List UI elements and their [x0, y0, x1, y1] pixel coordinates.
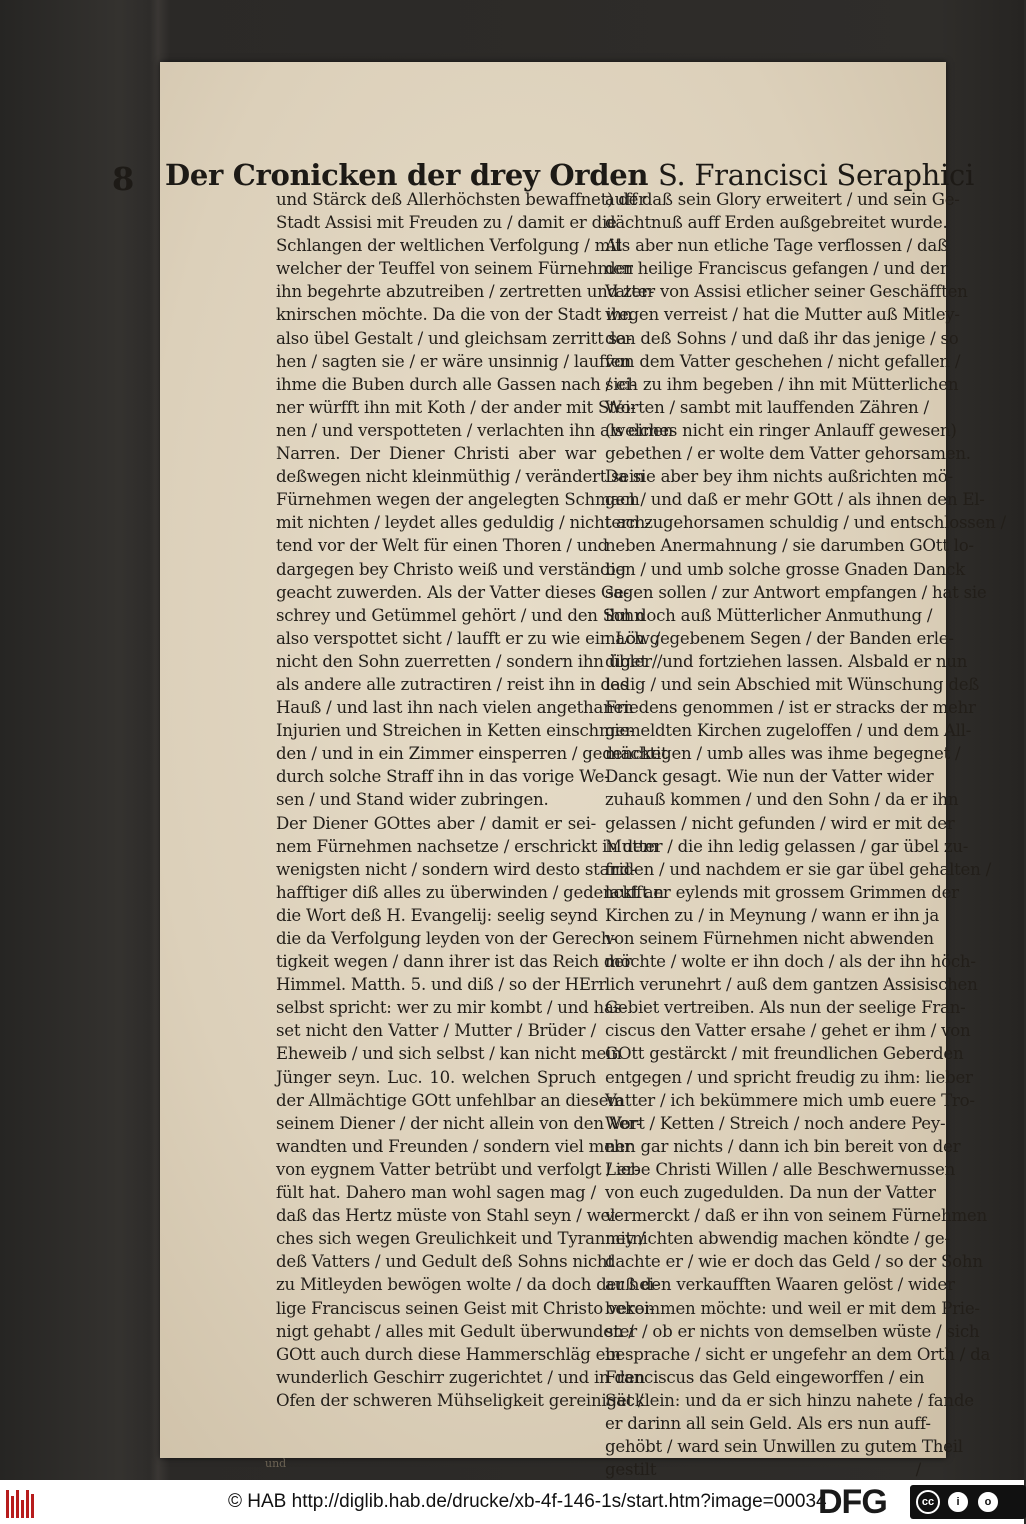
text-line: Vatter / ich bekümmere mich umb euere Tro-: [605, 1090, 975, 1110]
text-line: vermerckt / daß er ihn von seinem Fürnehmen: [605, 1206, 987, 1226]
text-line: Schlangen der weltlichen Verfolgung / mit: [276, 236, 622, 256]
text-line: ster / ob er nichts von demselben wüste / sich: [605, 1321, 980, 1341]
text-line: Ofen der schweren Mühseligkeit gereiniget /: [276, 1390, 644, 1410]
text-line: wunderlich Geschirr zugerichtet / und in den: [276, 1367, 645, 1387]
text-line: geacht zuwerden. Als der Vatter dieses Ge-: [276, 582, 629, 602]
text-line: nen gar nichts / dann ich bin bereit von der: [605, 1136, 961, 1156]
text-line: hafftiger diß alles zu überwinden / gedenckt an: [276, 882, 664, 902]
text-line: Als aber nun etliche Tage verflossen / daß: [605, 236, 948, 256]
text-line: Himmel. Matth. 5. und diß / so der HErr: [276, 975, 607, 995]
text-line: neben Anermahnung / sie darumben GOtt lo-: [605, 536, 974, 556]
text-line: also verspottet sicht / laufft er zu wie ein Löw /: [276, 628, 661, 648]
text-line: die Wort deß H. Evangelij: seelig seynd: [276, 905, 598, 925]
text-line: wegen verreist / hat die Mutter auß Mitley-: [605, 305, 960, 325]
text-line: Kirchen zu / in Meynung / wann er ihn ja: [605, 905, 940, 925]
license-badge[interactable]: [910, 1485, 1026, 1519]
citation-link[interactable]: © HAB http://diglib.hab.de/drucke/xb-4f-146-1s/start.htm?image=00034: [228, 1491, 827, 1512]
text-line: sich zu ihm begeben / ihn mit Mütterlichen: [605, 374, 959, 394]
text-line: nach gegebenem Segen / der Banden erle-: [605, 628, 954, 648]
text-line: als andere alle zutractiren / reist ihn in das: [276, 674, 629, 694]
text-line: lige Franciscus seinen Geist mit Christo verei-: [276, 1298, 655, 1318]
text-line: hen / sagten sie / er wäre unsinnig / lauffen: [276, 351, 631, 371]
text-line: laufft er eylends mit grossem Grimmen der: [605, 882, 959, 902]
text-line: set nicht den Vatter / Mutter / Brüder /: [276, 1021, 596, 1041]
text-line: nen / und verspotteten / verlachten ihn als einen: [276, 420, 674, 440]
text-line: Mutter / die ihn ledig gelassen / gar übel zu-: [605, 836, 969, 856]
text-line: gestilt /: [605, 1460, 921, 1480]
text-line: Wort / Ketten / Streich / noch andere Pey-: [605, 1113, 946, 1133]
text-line: Franciscus das Geld eingeworffen / ein: [605, 1367, 925, 1387]
text-line: gehöbt / ward sein Unwillen zu gutem Theil: [605, 1437, 963, 1457]
text-line: Liebe Christi Willen / alle Beschwernussen: [605, 1159, 956, 1179]
text-line: dächtnuß auff Erden außgebreitet wurde.: [605, 213, 948, 233]
text-line: Vatter von Assisi etlicher seiner Geschäfften: [605, 282, 968, 302]
text-line: dargegen bey Christo weiß und verständig: [276, 559, 626, 579]
page-number: 8: [112, 160, 135, 198]
text-line: und Stärck deß Allerhöchsten bewaffnet) der: [276, 190, 646, 209]
text-line: ihme die Buben durch alle Gassen nach / ei-: [276, 374, 636, 394]
text-column-left: [276, 188, 674, 1412]
viewer-footer: [0, 1480, 1024, 1524]
text-line: GOtt auch durch diese Hammerschläg ein: [276, 1344, 621, 1364]
text-line: friden / und nachdem er sie gar übel gehalten /: [605, 859, 991, 879]
text-line: mitnichten abwendig machen köndte / ge-: [605, 1229, 950, 1249]
text-line: den deß Sohns / und daß ihr das jenige / so: [605, 328, 959, 348]
text-line: seinem Diener / der nicht allein von den Ver-: [276, 1113, 642, 1133]
text-line: lich verunehrt / auß dem gantzen Assisischen: [605, 975, 978, 995]
text-column-right: [605, 188, 1006, 1481]
text-line: sagen sollen / zur Antwort empfangen / hat sie: [605, 582, 987, 602]
text-line: gebethen / er wolte dem Vatter gehorsamen.: [605, 444, 971, 464]
text-line: Friedens genommen / ist er stracks der mehr: [605, 698, 976, 718]
text-line: wandten und Freunden / sondern viel mehr: [276, 1136, 632, 1156]
text-line: auff daß sein Glory erweitert / und sein Ge-: [605, 190, 960, 209]
text-line: der heilige Franciscus gefangen / und der: [605, 259, 948, 279]
text-line: von dem Vatter geschehen / nicht gefallen /: [605, 351, 961, 371]
text-line: gen / und daß er mehr GOtt / als ihnen den El-: [605, 490, 985, 510]
text-line: Injurien und Streichen in Ketten einschmie-: [276, 721, 635, 741]
text-line: die da Verfolgung leyden von der Gerech-: [276, 929, 617, 948]
text-line: tern zugehorsamen schuldig / und entschlossen /: [605, 513, 1006, 533]
text-line: zu Mitleyden bewögen wolte / da doch der hei-: [276, 1275, 660, 1295]
text-line: Eheweib / und sich selbst / kan nicht mein: [276, 1044, 622, 1064]
text-line: selbst spricht: wer zu mir kombt / und has-: [276, 998, 628, 1018]
text-line: tend vor der Welt für einen Thoren / und: [276, 536, 609, 556]
cc-icon: cc: [916, 1490, 940, 1514]
text-line: also übel Gestalt / und gleichsam zerritt sa-: [276, 328, 632, 348]
text-line: welcher der Teuffel von seinem Fürnehmen: [276, 259, 634, 279]
text-line: durch solche Straff ihn in das vorige We-: [276, 767, 610, 787]
text-line: sen / und Stand wider zubringen.: [276, 790, 549, 810]
text-line: dachte er / wie er doch das Geld / so der Sohn: [605, 1252, 983, 1272]
text-line: entgegen / und spricht freudig zu ihm: lieber: [605, 1067, 973, 1087]
text-line: tigkeit wegen / dann ihrer ist das Reich der: [276, 952, 632, 972]
text-line: von euch zugedulden. Da nun der Vatter: [605, 1183, 936, 1203]
text-line: (welches nicht ein ringer Anlauff gewesen): [605, 420, 957, 440]
text-line: von eygnem Vatter betrübt und verfolgt / er-: [276, 1159, 640, 1179]
share-alike-icon: o: [976, 1490, 1000, 1514]
text-line: er darinn all sein Geld. Als ers nun auff-: [605, 1413, 931, 1433]
running-head-german: Der Cronicken der drey Orden: [165, 158, 649, 192]
text-line: ihn doch auß Mütterlicher Anmuthung /: [605, 605, 933, 625]
running-head: [165, 158, 974, 192]
text-line: ciscus den Vatter ersahe / gehet er ihm / von: [605, 1021, 971, 1041]
text-line: zuhauß kommen / und den Sohn / da er ihn: [605, 790, 959, 810]
text-line: knirschen möchte. Da die von der Stadt ihn: [276, 305, 633, 325]
text-line: nicht den Sohn zuerretten / sondern ihn übler /: [276, 651, 663, 671]
running-head-latin: S. Francisci Seraphici: [657, 158, 974, 192]
text-line: gelassen / nicht gefunden / wird er mit der: [605, 813, 955, 833]
text-line: auß den verkaufften Waaren gelöst / wider: [605, 1275, 955, 1295]
text-line: den / und in ein Zimmer einsperren / gedencket: [276, 744, 668, 764]
text-line: Der Diener GOttes aber / damit er sei-: [276, 813, 596, 833]
text-line: Worten / sambt mit lauffenden Zähren /: [605, 397, 929, 417]
text-line: diget / und fortziehen lassen. Alsbald er nun: [605, 651, 968, 671]
text-line: mit nichten / leydet alles geduldig / nicht ach-: [276, 513, 651, 533]
text-line: der Allmächtige GOtt unfehlbar an diesem: [276, 1090, 624, 1110]
text-line: Säcklein: und da er sich hinzu nahete / fande: [605, 1390, 974, 1410]
text-line: gemeldten Kirchen zugeloffen / und dem All-: [605, 721, 972, 741]
text-line: von seinem Fürnehmen nicht abwenden: [605, 929, 934, 948]
text-line: deßwegen nicht kleinmüthig / verändert sein: [276, 467, 645, 487]
text-line: möchte / wolte er ihn doch / als der ihn höch-: [605, 952, 976, 972]
text-line: mächtigen / umb alles was ihme begegnet /: [605, 744, 961, 764]
library-logo-icon: [6, 1486, 42, 1518]
text-line: Fürnehmen wegen der angelegten Schmach: [276, 490, 640, 510]
text-line: ner würfft ihn mit Koth / der ander mit Stei-: [276, 397, 636, 417]
text-line: besprache / sicht er ungefehr an dem Orth / da: [605, 1344, 991, 1364]
text-line: ben / und umb solche grosse Gnaden Danck: [605, 559, 965, 579]
text-line: bekommen möchte: und weil er mit dem Prie-: [605, 1298, 980, 1318]
text-line: Narren. Der Diener Christi aber war: [276, 444, 596, 464]
text-line: wenigsten nicht / sondern wird desto stand-: [276, 859, 636, 879]
text-line: Gebiet vertreiben. Als nun der seelige Fran-: [605, 998, 966, 1018]
text-line: daß das Hertz müste von Stahl seyn / wel-: [276, 1206, 621, 1226]
text-line: Stadt Assisi mit Freuden zu / damit er die: [276, 213, 617, 233]
text-line: deß Vatters / und Gedult deß Sohns nicht: [276, 1252, 614, 1272]
attribution-icon: i: [946, 1490, 970, 1514]
text-line: GOtt gestärckt / mit freundlichen Geberden: [605, 1044, 964, 1064]
text-line: Jünger seyn. Luc. 10. welchen Spruch: [276, 1067, 596, 1087]
text-line: nem Fürnehmen nachsetze / erschrickt in dem: [276, 836, 659, 856]
text-line: schrey und Getümmel gehört / und den Sohn: [276, 605, 645, 625]
text-line: ledig / und sein Abschied mit Wünschung deß: [605, 674, 980, 694]
dfg-logo: DFG: [818, 1483, 887, 1521]
catchword: und: [265, 1457, 287, 1470]
text-line: Hauß / und last ihn nach vielen angethanen: [276, 698, 634, 718]
text-line: ches sich wegen Greulichkeit und Tyranney /: [276, 1229, 645, 1249]
text-line: nigt gehabt / alles mit Gedult überwunden /: [276, 1321, 634, 1341]
text-line: fült hat. Dahero man wohl sagen mag /: [276, 1183, 596, 1203]
text-line: ihn begehrte abzutreiben / zertretten und zer-: [276, 282, 655, 302]
text-line: Danck gesagt. Wie nun der Vatter wider: [605, 767, 934, 787]
text-line: Da sie aber bey ihm nichts außrichten mö-: [605, 467, 953, 487]
